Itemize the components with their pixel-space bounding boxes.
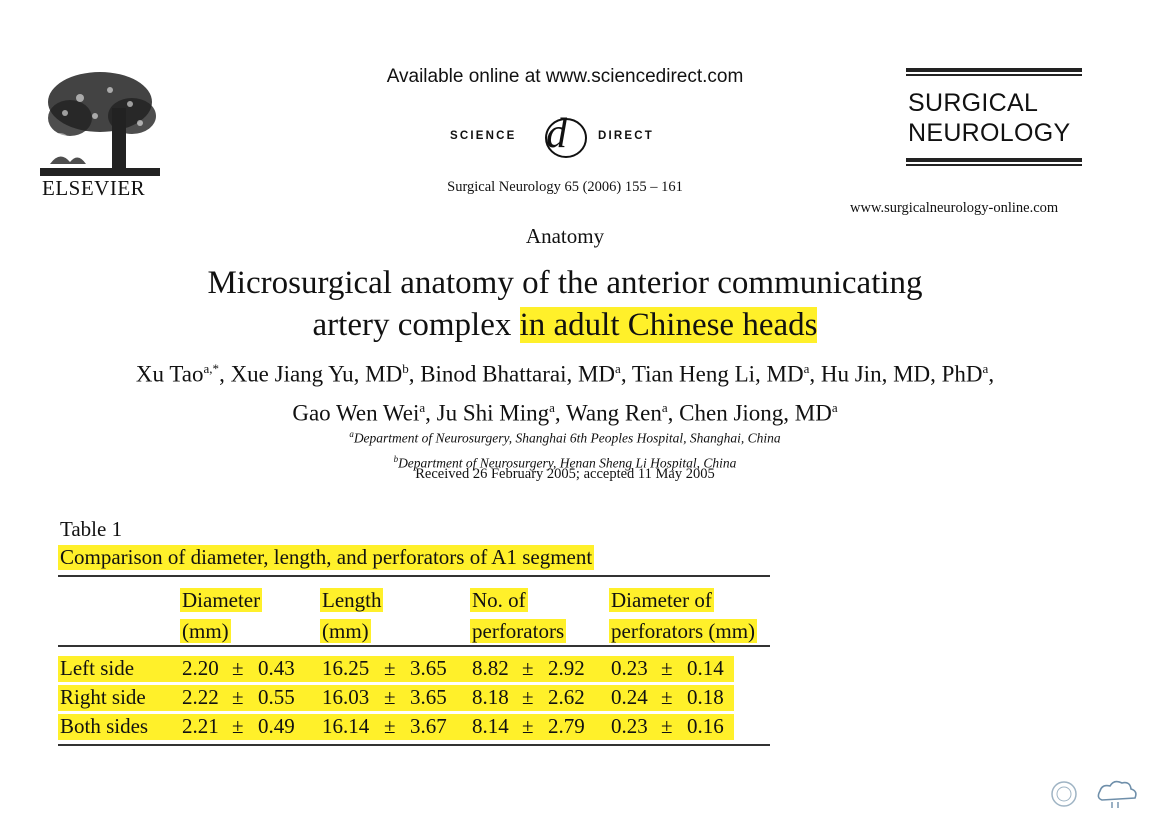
cell-sd: 0.49	[258, 714, 295, 738]
author-affil-sup: a	[982, 361, 989, 376]
author-name: Ju Shi Ming	[436, 400, 550, 426]
round-seal-watermark-icon	[1050, 780, 1078, 808]
author-list	[0, 352, 1130, 429]
cloud-brand-watermark-icon	[1094, 778, 1142, 810]
row-label: Both sides	[60, 714, 149, 738]
table-header-diameter	[180, 585, 262, 647]
cell-mean: 0.24	[611, 685, 648, 709]
authors-line-1: Xu Tao$^{a,*}$, Xue Jiang Yu, $MD^b$, Binod Bhattarai, $MD^a$, Tian Heng Li, $MD^a$, Hu Jin, MD, PhD$^a$,	[135, 361, 995, 387]
masthead-top-rule	[906, 68, 1082, 76]
table-top-rule	[58, 575, 770, 577]
table-header-rule	[58, 645, 770, 647]
authors-line-2: Gao Wen Wei$^a$, Ju Shi Ming$^a$, Wang Ren$^a$, Chen Jiong, $MD^a$	[292, 399, 838, 426]
masthead-bottom-rule	[906, 158, 1082, 166]
pm-sign: ±	[232, 714, 244, 738]
author-affil-sup: a	[615, 361, 621, 376]
journal-name-line1: SURGICAL	[908, 89, 1039, 117]
cell-sd: 3.65	[410, 656, 447, 680]
cell-sd: 0.43	[258, 656, 295, 680]
journal-masthead	[906, 68, 1082, 166]
cell-sd: 3.67	[410, 714, 447, 738]
author-name: Xu Tao	[135, 361, 204, 387]
cell-mean: 0.23	[611, 656, 648, 680]
pm-sign: ±	[661, 714, 673, 738]
cell-mean: 2.20	[182, 656, 219, 680]
cell-sd: 3.65	[410, 685, 447, 709]
title-line-2	[0, 304, 1130, 346]
title-line-1: Microsurgical anatomy of the anterior communicating	[207, 265, 923, 301]
affiliation-text: Department of Neurosurgery, Shanghai 6th Peoples Hospital, Shanghai, China	[353, 430, 781, 446]
author-name: Chen Jiong, MD	[679, 400, 832, 426]
pm-sign: ±	[384, 685, 396, 709]
pm-sign: ±	[522, 685, 534, 709]
pm-sign: ±	[661, 685, 673, 709]
cell-mean: 8.18	[472, 685, 509, 709]
affiliation-a	[0, 424, 1130, 449]
author-affil-sup: a	[661, 399, 668, 415]
author-affil-sup: b	[402, 361, 409, 376]
header-line: (mm)	[322, 619, 369, 643]
author-name: Gao Wen Wei	[292, 400, 420, 426]
header-line: No. of	[472, 588, 526, 612]
header-line: perforators (mm)	[611, 619, 756, 643]
journal-name-line2: NEUROLOGY	[908, 119, 1071, 147]
author-affil-sup: a,*	[203, 361, 220, 376]
cell-sd: 0.18	[687, 685, 724, 709]
pm-sign: ±	[384, 714, 396, 738]
cell-mean: 0.23	[611, 714, 648, 738]
title-highlight: in adult Chinese heads	[519, 307, 818, 343]
author-affil-sup: a	[831, 399, 838, 415]
pm-sign: ±	[232, 656, 244, 680]
article-title	[0, 262, 1130, 346]
author-name: Hu Jin, MD, PhD	[820, 361, 983, 387]
received-dates: Received 26 February 2005; accepted 11 May 2005	[415, 466, 715, 482]
cell-sd: 2.62	[548, 685, 585, 709]
cell-sd: 0.16	[687, 714, 724, 738]
author-name: Wang Ren	[566, 400, 662, 426]
cell-sd: 2.92	[548, 656, 585, 680]
available-online-text: Available online at www.sciencedirect.com	[386, 66, 744, 87]
sciencedirect-logo	[448, 111, 688, 160]
title-line-2-plain: artery complex	[312, 307, 520, 343]
table-header-perforators	[470, 585, 566, 647]
sciencedirect-at-symbol: d	[546, 111, 567, 157]
journal-url: www.surgicalneurology-online.com	[850, 200, 1059, 216]
author-affil-sup: a	[419, 399, 426, 415]
sciencedirect-circle-icon	[542, 114, 590, 160]
cell-mean: 8.82	[472, 656, 509, 680]
table-bottom-rule	[58, 744, 770, 746]
author-name: Binod Bhattarai, MD	[420, 361, 616, 387]
table-header-length	[320, 585, 383, 647]
header-line: (mm)	[182, 619, 229, 643]
section-label: Anatomy	[525, 224, 605, 248]
sciencedirect-left-text: SCIENCE	[450, 130, 517, 142]
cell-mean: 16.25	[322, 656, 370, 680]
author-affil-sup: a	[803, 361, 810, 376]
pm-sign: ±	[232, 685, 244, 709]
pm-sign: ±	[522, 656, 534, 680]
affiliation-sup: b	[393, 453, 399, 464]
header-line: Diameter of	[611, 588, 712, 612]
affiliation-text: Department of Neurosurgery, Henan Sheng Li Hospital, China	[398, 455, 737, 470]
pm-sign: ±	[661, 656, 673, 680]
cell-mean: 16.03	[322, 685, 370, 709]
author-name: Xue Jiang Yu, MD	[230, 361, 403, 387]
affiliation-sup: a	[349, 429, 354, 439]
header-line: perforators	[472, 619, 565, 643]
table-label: Table 1	[60, 517, 123, 541]
journal-citation: Surgical Neurology 65 (2006) 155 – 161	[447, 179, 683, 195]
header-line: Diameter	[182, 588, 261, 612]
pm-sign: ±	[384, 656, 396, 680]
table-caption: Comparison of diameter, length, and perforators of A1 segment	[60, 545, 593, 569]
cell-sd: 0.55	[258, 685, 295, 709]
sciencedirect-right-text: DIRECT	[598, 130, 655, 142]
author-affil-sup: a	[549, 399, 555, 415]
publisher-name: ELSEVIER	[42, 176, 146, 200]
row-label: Left side	[60, 656, 135, 680]
cell-sd: 0.14	[687, 656, 724, 680]
cell-sd: 2.79	[548, 714, 585, 738]
cell-mean: 2.22	[182, 685, 219, 709]
table-header-perforator-diameter	[609, 585, 757, 647]
header-line: Length	[322, 588, 382, 612]
row-label: Right side	[60, 685, 146, 709]
author-name: Tian Heng Li, MD	[631, 361, 804, 387]
pm-sign: ±	[522, 714, 534, 738]
cell-mean: 2.21	[182, 714, 219, 738]
cell-mean: 8.14	[472, 714, 509, 738]
cell-mean: 16.14	[322, 714, 370, 738]
